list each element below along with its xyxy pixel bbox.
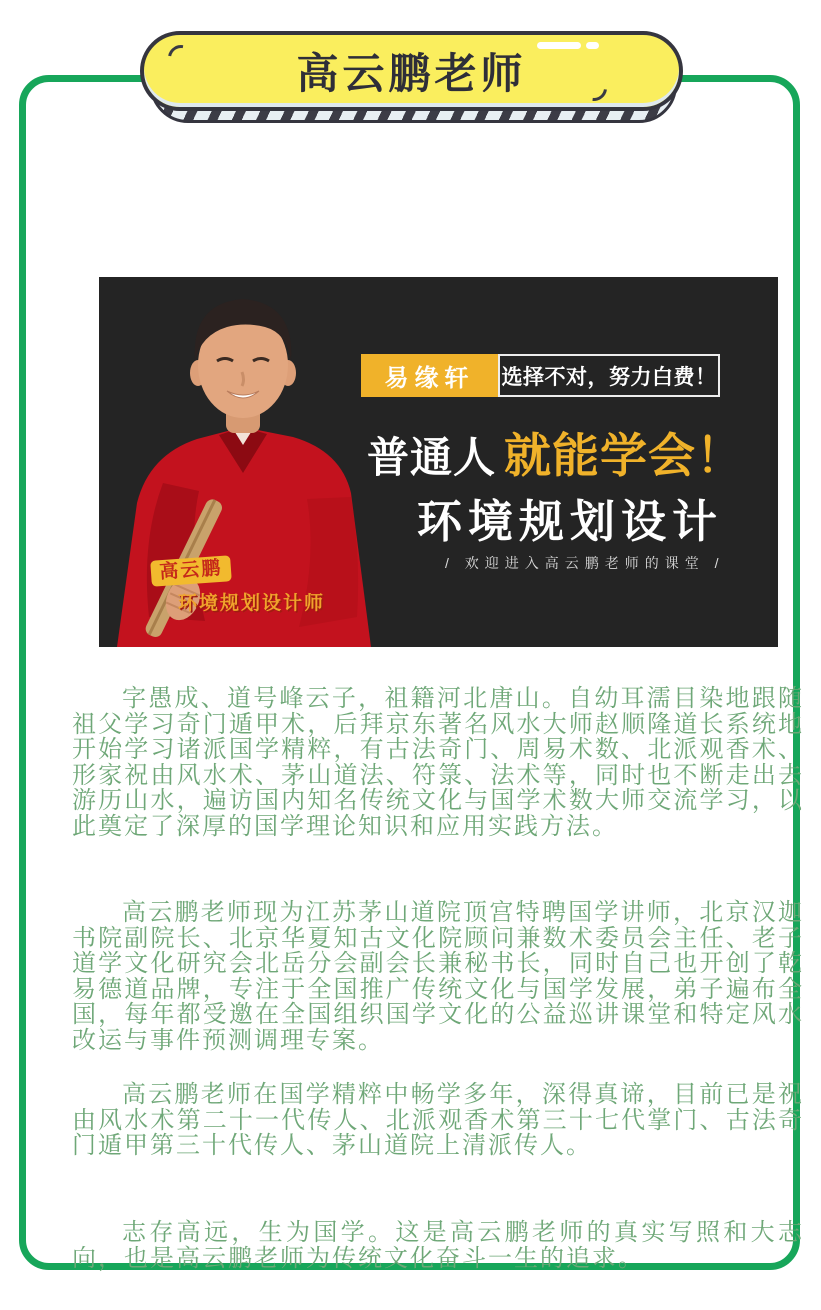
curl-accent-icon [576, 70, 612, 106]
bio-paragraph: 字愚成、道号峰云子，祖籍河北唐山。自幼耳濡目染地跟随祖父学习奇门遁甲术，后拜京东著名风水大师赵顺隆道长系统地开始学习诸派国学精粹，有古法奇门、周易术数、北派观香术、形家祝由风水术、茅山道法、符箓、法术等，同时也不断走出去游历山水，遍访国内知名传统文化与国学术数大师交流学习，以此奠定了深厚的国学理论知识和应用实践方法。 [72, 685, 804, 840]
brand-row [361, 354, 720, 397]
headline-highlight: 就能学会！ [504, 429, 745, 482]
slogan-box: 选择不对，努力白费！ [498, 354, 720, 397]
sparkle-dash-icon [586, 42, 599, 49]
profile-card [19, 75, 804, 1272]
presenter-name-badge: 高云鹏 [150, 555, 232, 587]
sparkle-dash-icon [537, 42, 581, 49]
banner-headline-line2: 环境规划设计 [417, 496, 724, 547]
pill-body [140, 31, 683, 111]
title-pill [140, 31, 683, 123]
banner-tagline: / 欢迎进入高云鹏老师的课堂 / [445, 555, 725, 571]
curl-accent-icon [163, 40, 199, 76]
brand-badge: 易缘轩 [361, 354, 498, 397]
bio-paragraph: 高云鹏老师现为江苏茅山道院顶宫特聘国学讲师，北京汉迦书院副院长、北京华夏知古文化院顾问兼数术委员会主任、老子道学文化研究会北岳分会副会长兼秘书长，同时自己也开创了乾易德道品牌，专注于全国推广传统文化与国学发展，弟子遍布全国，每年都受邀在全国组织国学文化的公益巡讲课堂和特定风水改运与事件预测调理专案。 [72, 899, 804, 1054]
bio-paragraph: 高云鹏老师在国学精粹中畅学多年，深得真谛，目前已是祝由风水术第二十一代传人、北派观香术第三十七代掌门、古法奇门遁甲第三十代传人、茅山道院上清派传人。 [72, 1081, 804, 1159]
course-banner [99, 277, 778, 647]
headline-prefix: 普通人 [367, 434, 497, 481]
page-title: 高云鹏老师 [296, 50, 527, 97]
bio-paragraph: 志存高远，生为国学。这是高云鹏老师的真实写照和大志向，也是高云鹏老师为传统文化奋斗一生的追求。 [72, 1219, 804, 1272]
presenter-title: 环境规划设计师 [178, 593, 326, 614]
banner-headline [367, 419, 744, 486]
